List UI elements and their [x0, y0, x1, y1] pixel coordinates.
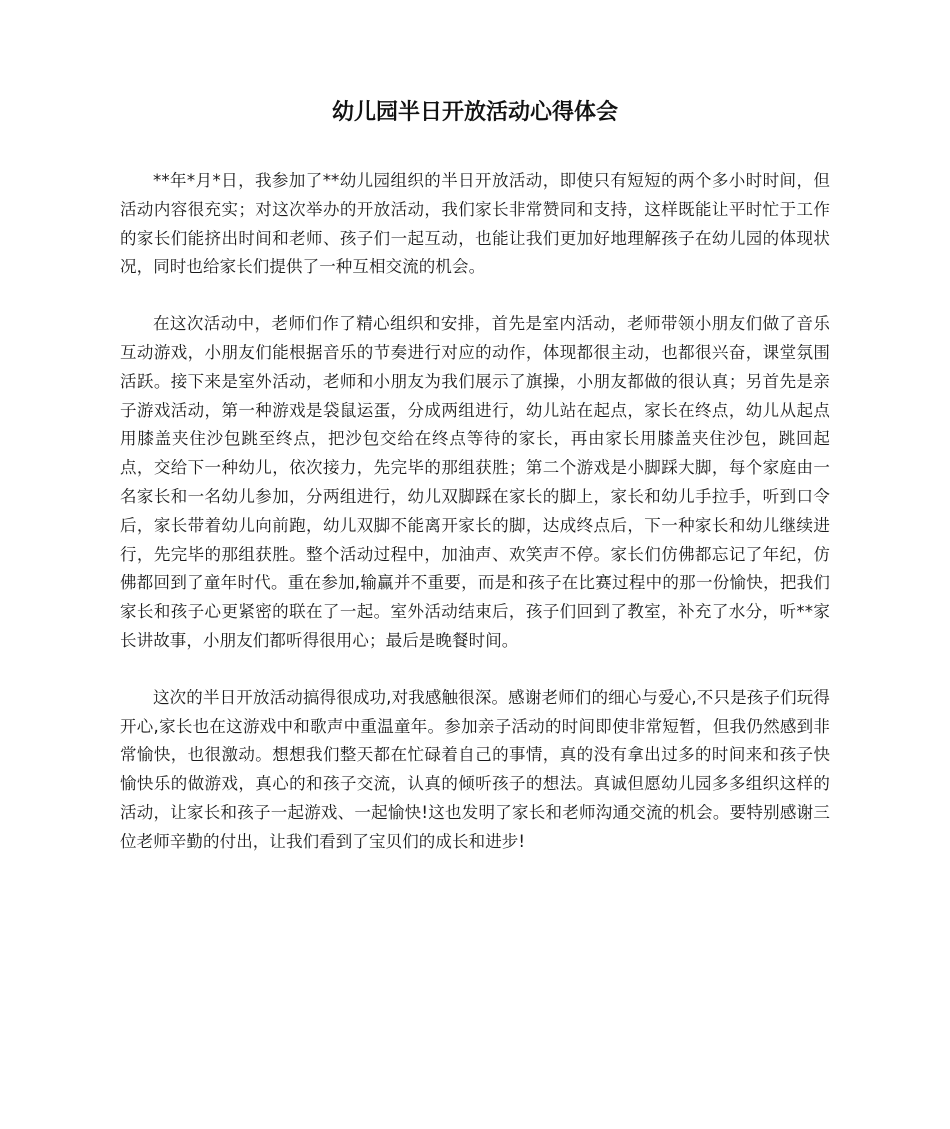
paragraph-2: 在这次活动中，老师们作了精心组织和安排，首先是室内活动，老师带领小朋友们做了音乐互动游戏，小朋友们能根据音乐的节奏进行对应的动作，体现都很主动，也都很兴奋，课堂氛围活跃。接下来是室外活动，老师和小朋友为我们展示了旗操，小朋友都做的很认真；另首先是亲子游戏活动，第一种游戏是袋鼠运蛋，分成两组进行，幼儿站在起点，家长在终点，幼儿从起点用膝盖夹住沙包跳至终点，把沙包交给在终点等待的家长，再由家长用膝盖夹住沙包，跳回起点，交给下一种幼儿，依次接力，先完毕的那组获胜；第二个游戏是小脚踩大脚，每个家庭由一名家长和一名幼儿参加，分两组进行，幼儿双脚踩在家长的脚上，家长和幼儿手拉手，听到口令后，家长带着幼儿向前跑，幼儿双脚不能离开家长的脚，达成终点后，下一种家长和幼儿继续进行，先完毕的那组获胜。整个活动过程中，加油声、欢笑声不停。家长们仿佛都忘记了年纪，仿佛都回到了童年时代。重在参加,输赢并不重要，而是和孩子在比赛过程中的那一份愉快，把我们家长和孩子心更紧密的联在了一起。室外活动结束后，孩子们回到了教室，补充了水分，听**家长讲故事，小朋友们都听得很用心；最后是晚餐时间。: [120, 314, 830, 650]
document-title: 幼儿园半日开放活动心得体会: [331, 100, 618, 125]
document-page: [120, 0, 830, 857]
paragraph-3: 这次的半日开放活动搞得很成功,对我感触很深。感谢老师们的细心与爱心,不只是孩子们玩得开心,家长也在这游戏中和歌声中重温童年。参加亲子活动的时间即使非常短暂，但我仍然感到非常愉快，也很激动。想想我们整天都在忙碌着自己的事情，真的没有拿出过多的时间来和孩子快愉快乐的做游戏，真心的和孩子交流，认真的倾听孩子的想法。真诚但愿幼儿园多多组织这样的活动，让家长和孩子一起游戏、一起愉快!这也发明了家长和老师沟通交流的机会。要特别感谢三位老师辛勤的付出，让我们看到了宝贝们的成长和进步!: [120, 687, 830, 851]
paragraph-1: **年*月*日，我参加了**幼儿园组织的半日开放活动，即使只有短短的两个多小时时间，但活动内容很充实；对这次举办的开放活动，我们家长非常赞同和支持，这样既能让平时忙于工作的家长们能挤出时间和老师、孩子们一起互动，也能让我们更加好地理解孩子在幼儿园的体现状况，同时也给家长们提供了一种互相交流的机会。: [120, 171, 830, 277]
